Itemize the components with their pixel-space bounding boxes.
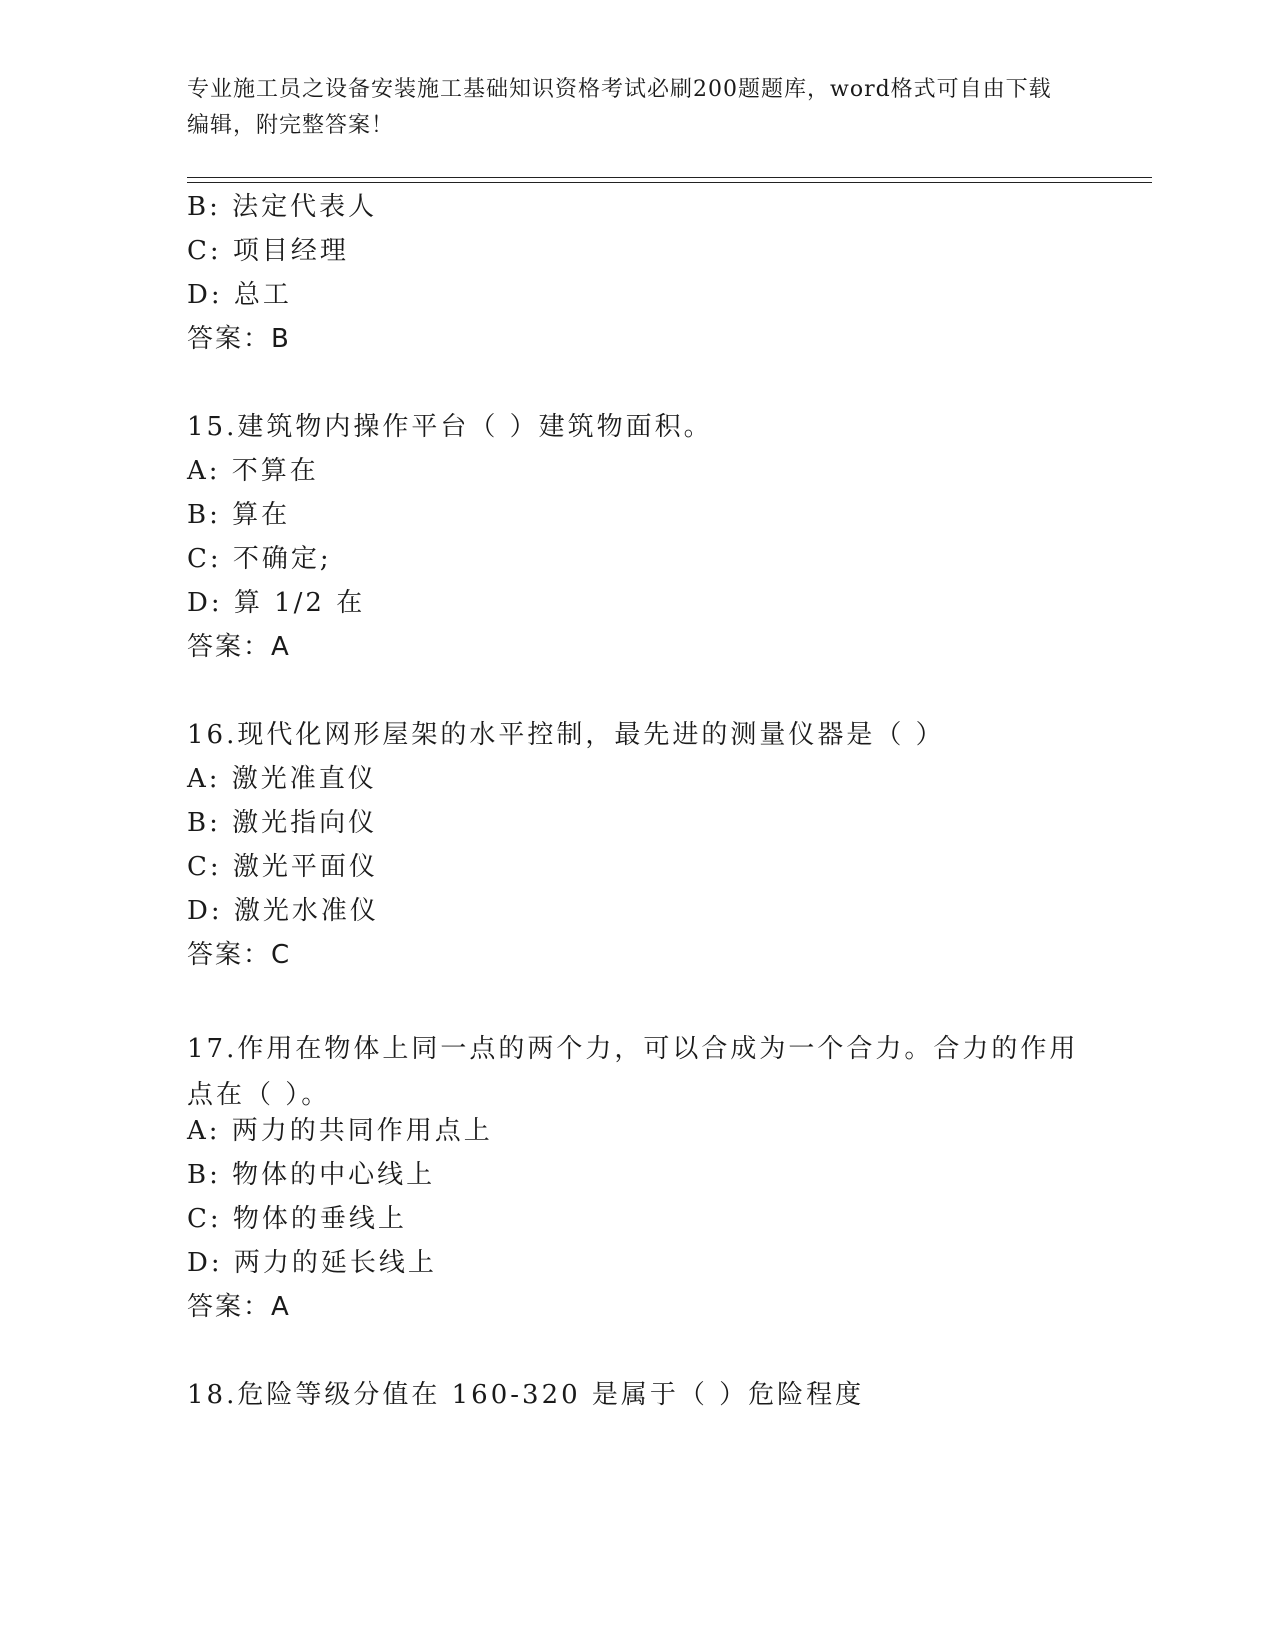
question-16-answer: 答案：C [187,940,292,970]
question-17-option-b: B: 物体的中心线上 [187,1160,436,1190]
header-divider-bottom [187,182,1152,183]
question-16-stem: 16.现代化网形屋架的水平控制，最先进的测量仪器是（ ） [187,720,945,750]
question-15-answer: 答案：A [187,632,291,662]
prev-option-b: B: 法定代表人 [187,192,378,222]
question-17-option-c: C: 物体的垂线上 [187,1204,407,1234]
question-17-option-d: D: 两力的延长线上 [187,1248,437,1278]
question-15-option-a: A: 不算在 [187,456,319,486]
question-17-answer: 答案：A [187,1292,291,1322]
question-15-option-d: D: 算 1/2 在 [187,588,366,618]
question-17-stem: 17.作用在物体上同一点的两个力，可以合成为一个合力。合力的作用点在（ ）。 [187,1034,1079,1110]
document-header: 专业施工员之设备安装施工基础知识资格考试必刷200题题库，word格式可自由下载编辑，附完整答案！ [187,77,1052,138]
question-16-option-a: A: 激光准直仪 [187,764,377,794]
prev-answer: 答案：B [187,324,291,354]
header-divider-top [187,177,1152,178]
question-16-option-b: B: 激光指向仪 [187,808,378,838]
question-16-option-c: C: 激光平面仪 [187,852,378,882]
question-17-option-a: A: 两力的共同作用点上 [187,1116,493,1146]
question-15-option-b: B: 算在 [187,500,291,530]
question-18-stem: 18.危险等级分值在 160-320 是属于（ ）危险程度 [187,1380,865,1410]
prev-option-c: C: 项目经理 [187,236,349,266]
prev-option-d: D: 总工 [187,280,292,310]
question-15-stem: 15.建筑物内操作平台（ ）建筑物面积。 [187,412,713,442]
question-16-option-d: D: 激光水准仪 [187,896,379,926]
question-15-option-c: C: 不确定; [187,544,332,574]
